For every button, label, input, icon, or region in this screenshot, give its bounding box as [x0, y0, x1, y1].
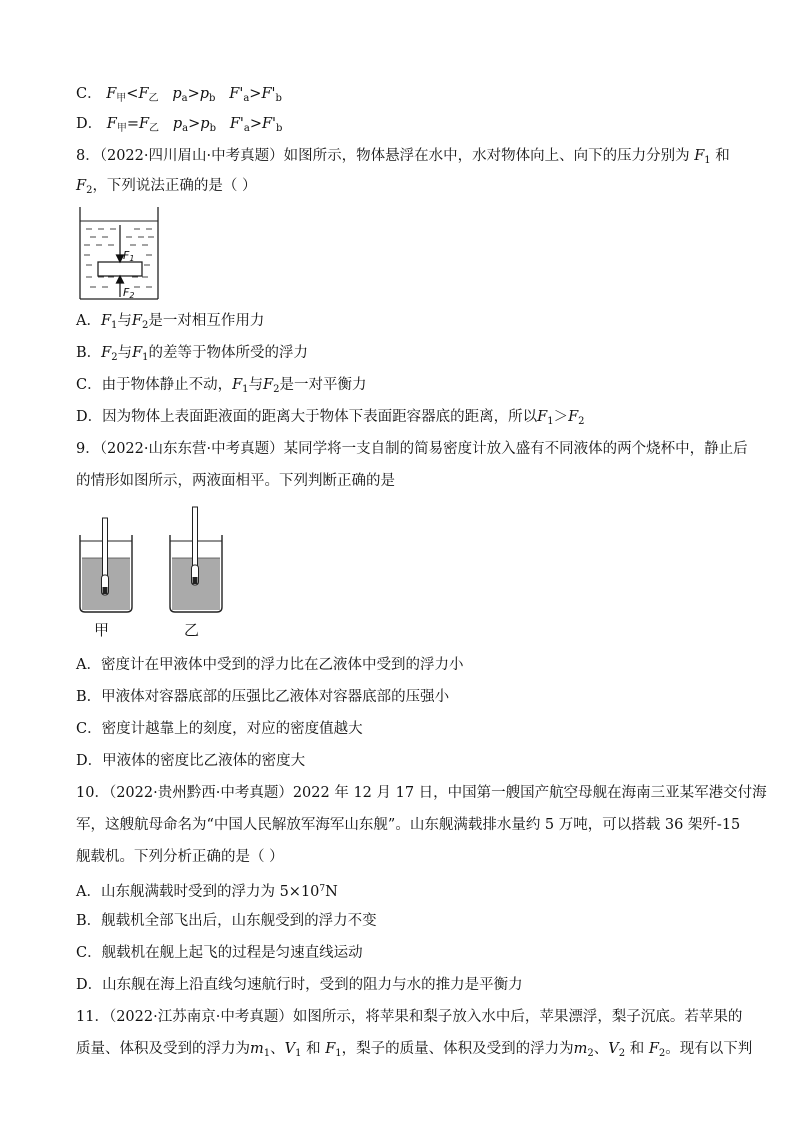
- hydrometer-beakers-diagram: [76, 505, 236, 640]
- q7-option-c[interactable]: C． $F_甲<F_乙$ $p_a>p_b$ $F'_a>F'_b$: [76, 86, 282, 104]
- suspended-object-diagram: [78, 205, 160, 301]
- q8-stem-line2: $F_2$，下列说法正确的是（ ）: [76, 178, 257, 196]
- q7-option-d[interactable]: D． $F_甲=F_乙$ $p_a>p_b$ $F'_a>F'_b$: [76, 116, 283, 134]
- q10-option-c[interactable]: C．舰载机在舰上起飞的过程是匀速直线运动: [76, 945, 363, 961]
- q9-stem-line2: 的情形如图所示，两液面相平。下列判断正确的是: [76, 473, 395, 489]
- q8-option-a[interactable]: A．$F_1$与$F_2$是一对相互作用力: [76, 313, 265, 331]
- q8-figure-container: [78, 205, 160, 301]
- q10-stem-line2: 军，这艘航母命名为“中国人民解放军海军山东舰”。山东舰满载排水量约 5 万吨，可以搭载 36 架歼-15: [76, 817, 741, 833]
- q8-option-d[interactable]: D．因为物体上表面距液面的距离大于物体下表面距容器底的距离，所以$F_1>F_2$: [76, 409, 585, 427]
- q9-stem-line1: 9．（2022·山东东营·中考真题）某同学将一支自制的简易密度计放入盛有不同液体的两个烧杯中，静止后: [76, 441, 748, 457]
- q10-stem-line1: 10．（2022·贵州黔西·中考真题）2022 年 12 月 17 日，中国第一艘国产航空母舰在海南三亚某军港交付海: [76, 785, 767, 801]
- beaker-yi: [170, 507, 222, 612]
- label-jia: 甲: [94, 621, 110, 639]
- f1-label: F1: [123, 249, 135, 263]
- hydrometer-jia-weight: [103, 587, 108, 594]
- label-yi: 乙: [184, 621, 200, 639]
- q9-option-b[interactable]: B．甲液体对容器底部的压强比乙液体对容器底部的压强小: [76, 689, 450, 705]
- hydrometer-yi-weight: [193, 577, 198, 584]
- q9-option-d[interactable]: D．甲液体的密度比乙液体的密度大: [76, 753, 306, 769]
- suspended-block: [98, 262, 142, 276]
- q9-option-c[interactable]: C．密度计越靠上的刻度，对应的密度值越大: [76, 721, 363, 737]
- f2-arrow-head: [117, 276, 124, 283]
- q9-figure: [76, 505, 236, 640]
- q10-option-a[interactable]: A．山东舰满载时受到的浮力为 $5\times 10^7N$: [76, 884, 338, 900]
- q10-option-d[interactable]: D．山东舰在海上沿直线匀速航行时，受到的阻力与水的推力是平衡力: [76, 977, 523, 993]
- q11-stem-line2: 质量、体积及受到的浮力为$m_1$、$V_1$ 和 $F_1$，梨子的质量、体积及受到的浮力为$m_2$、$V_2$ 和 $F_2$。现有以下判: [76, 1041, 753, 1059]
- q8-option-b[interactable]: B．$F_2$与$F_1$的差等于物体所受的浮力: [76, 345, 309, 363]
- hydrometer-jia-stem: [103, 518, 108, 583]
- f2-label: F2: [123, 286, 135, 300]
- q11-stem-line1: 11．（2022·江苏南京·中考真题）如图所示，将苹果和梨子放入水中后，苹果漂浮，梨子沉底。若苹果的: [76, 1009, 743, 1025]
- q10-option-b[interactable]: B．舰载机全部飞出后，山东舰受到的浮力不变: [76, 913, 377, 929]
- q8-stem-line1: 8．（2022·四川眉山·中考真题）如图所示，物体悬浮在水中，水对物体向上、向下的压力分别为 $F_1$ 和: [76, 148, 730, 166]
- beaker-jia: [80, 518, 132, 612]
- q10-stem-line3: 舰载机。下列分析正确的是（ ）: [76, 849, 284, 865]
- hydrometer-yi-stem: [193, 507, 198, 573]
- q8-option-c[interactable]: C．由于物体静止不动，$F_1$与$F_2$是一对平衡力: [76, 377, 367, 395]
- q9-option-a[interactable]: A．密度计在甲液体中受到的浮力比在乙液体中受到的浮力小: [76, 657, 464, 673]
